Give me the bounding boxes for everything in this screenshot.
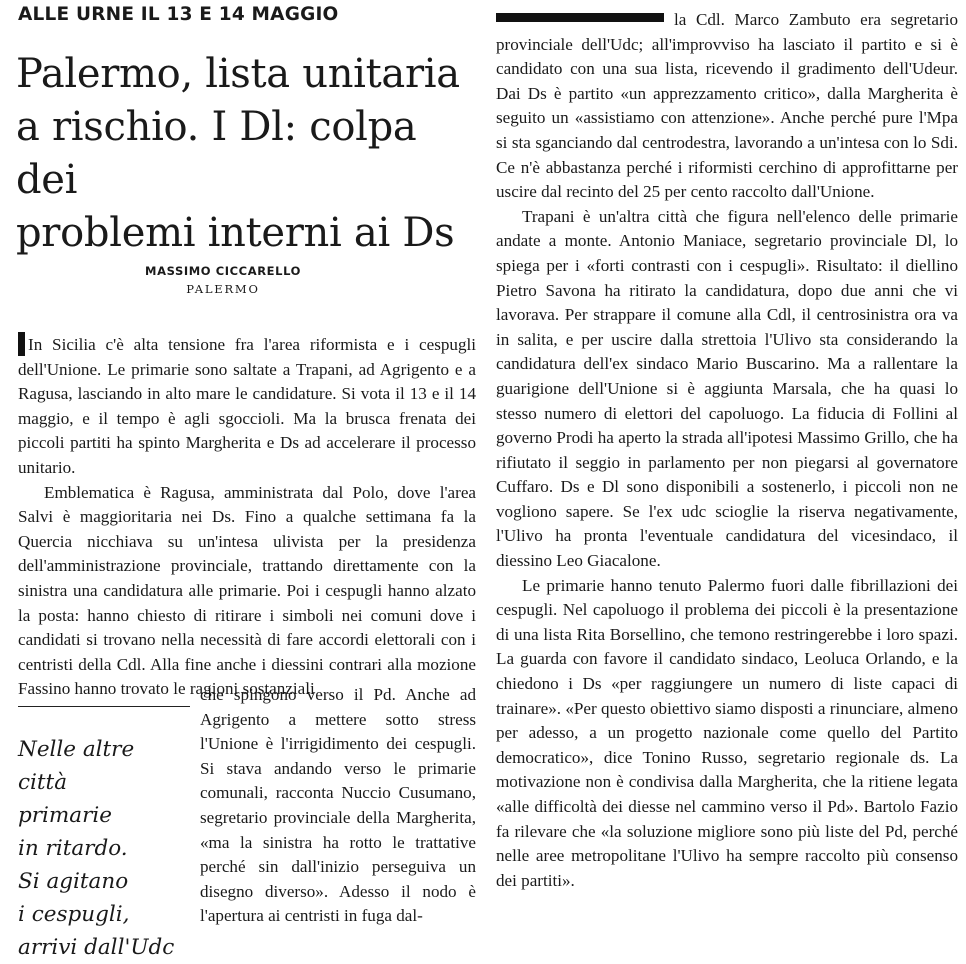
paragraph: Emblematica è Ragusa, amministrata dal Polo, dove l'area Salvi è maggioritaria nei Ds. Fino a qualche settimana fa la Quercia nicchiava su un'intesa ulivista per la presidenza dell'amministrazione provinciale, trattando direttamente con la sinistra una candidatura alle primarie. Poi i cespugli hanno alzato la posta: hanno chiesto di ritirare i simboli nei comuni dove i candidati si trovano nella necessità di fare accordi elettorali con i centristi della Cdl. Alla fine anche i diessini contrari alla mozione Fassino hanno trovato le ragioni sostanziali	[18, 482, 476, 699]
paragraph-text: la Cdl. Marco Zambuto era segretario provinciale dell'Udc; all'improvviso ha lasciato il partito e si è candidato con una sua lista, ricevendo il gradimento dell'Udeur. Dai Ds è partito «un apprezzamento critico», dalla Margherita è seguito un «assistiamo con attenzione». Anche perché pure l'Mpa si sta sganciando dal centrodestra, lavorando a un'intesa con lo Sdi. Ce n'è abbastanza perché i riformisti cerchino di approfittarne per uscire dal recinto del 25 per cento raccolto dall'Unione.	[496, 10, 958, 202]
article-column-1-continuation	[200, 683, 476, 929]
paragraph: che spingono verso il Pd. Anche ad Agrigento a mettere sotto stress l'Unione è l'irrigidimento dei cespugli. Si stava andando verso le primarie comunali, racconta Nuccio Cusumano, segretario provinciale della Margherita, «ma la sinistra ha rotto le trattative perché sin dall'inizio perseguiva un disegno diverso». Adesso il nodo è l'apertura ai centristi in fuga dal-	[200, 685, 476, 926]
kicker: ALLE URNE IL 13 E 14 MAGGIO	[18, 4, 339, 25]
article-column-1	[18, 332, 476, 702]
pull-quote: Nelle altre città primarie in ritardo. Si agitano i cespugli, arrivi dall'Udc	[18, 706, 190, 964]
paragraph: Trapani è un'altra città che figura nell'elenco delle primarie andate a monte. Antonio Maniace, segretario provinciale Dl, lo spiega per i «forti contrasti con i cespugli». Risultato: il diellino Pietro Savona ha ritirato la candidatura, dopo due anni che vi lavorava. Per strappare il comune alla Cdl, il centrosinistra ora va in salita, e per uscire dalla strettoia l'Ulivo sta considerando la candidatura dell'ex sindaco Mario Buscarino. Ma a rallentare la guarigione dell'Unione si è aggiunta Marsala, che ha quasi lo stesso numero di elettori del capoluogo. La fiducia di Follini al governo Prodi ha aperto la strada all'ipotesi Massimo Grillo, che ha rifiutato il seggio in parlamento per non piegarsi al governatore Cuffaro. Ds e Dl sono disponibili a sostenerlo, i piccoli non ne vogliono sapere. Se l'ex udc scioglie la riserva negativamente, l'Ulivo ha pronta l'eventuale candidatura del vicesindaco, il diessino Leo Giacalone.	[496, 206, 958, 571]
paragraph	[18, 332, 476, 481]
article-column-2	[496, 8, 958, 893]
byline	[0, 262, 446, 298]
column-rule	[496, 13, 664, 22]
byline-place: PALERMO	[186, 282, 260, 296]
paragraph: Le primarie hanno tenuto Palermo fuori dalle fibrillazioni dei cespugli. Nel capoluogo il problema dei piccoli è la presentazione di una lista Rita Borsellino, che temono restringerebbe i loro spazi. La guarda con favore il candidato sindaco, Leoluca Orlando, e la chiedono i Ds «per raggiungere un numero di liste capaci di trainare». «Per questo obiettivo siamo disposti a rinunciare, almeno per adesso, a un progetto nazionale come quello del Partito democratico», dice Tonino Russo, segretario regionale ds. La motivazione non è condivisa dalla Margherita, che la ritiene legata «alle difficoltà dei diesse nel cammino verso il Pd». Bartolo Fazio fa rilevare che «la soluzione migliore sono più liste del Pd, perché nelle aree metropolitane l'Ulivo ha sempre raccolto più consenso dei partiti».	[496, 575, 958, 890]
dropcap-marker	[18, 332, 25, 356]
byline-author: MASSIMO CICCARELLO	[145, 264, 301, 278]
headline: Palermo, lista unitaria a rischio. I Dl: colpa dei problemi interni ai Ds	[16, 51, 460, 256]
paragraph-text: In Sicilia c'è alta tensione fra l'area riformista e i cespugli dell'Unione. Le primarie sono saltate a Trapani, ad Agrigento e a Ragusa, lasciando in alto mare le candidature. Si vota il 13 e il 14 maggio, e il tempo è agli sgoccioli. Ma la brusca frenata dei piccoli partiti ha spinto Margherita e Ds ad accelerare il processo unitario.	[18, 335, 476, 477]
paragraph	[496, 8, 958, 205]
